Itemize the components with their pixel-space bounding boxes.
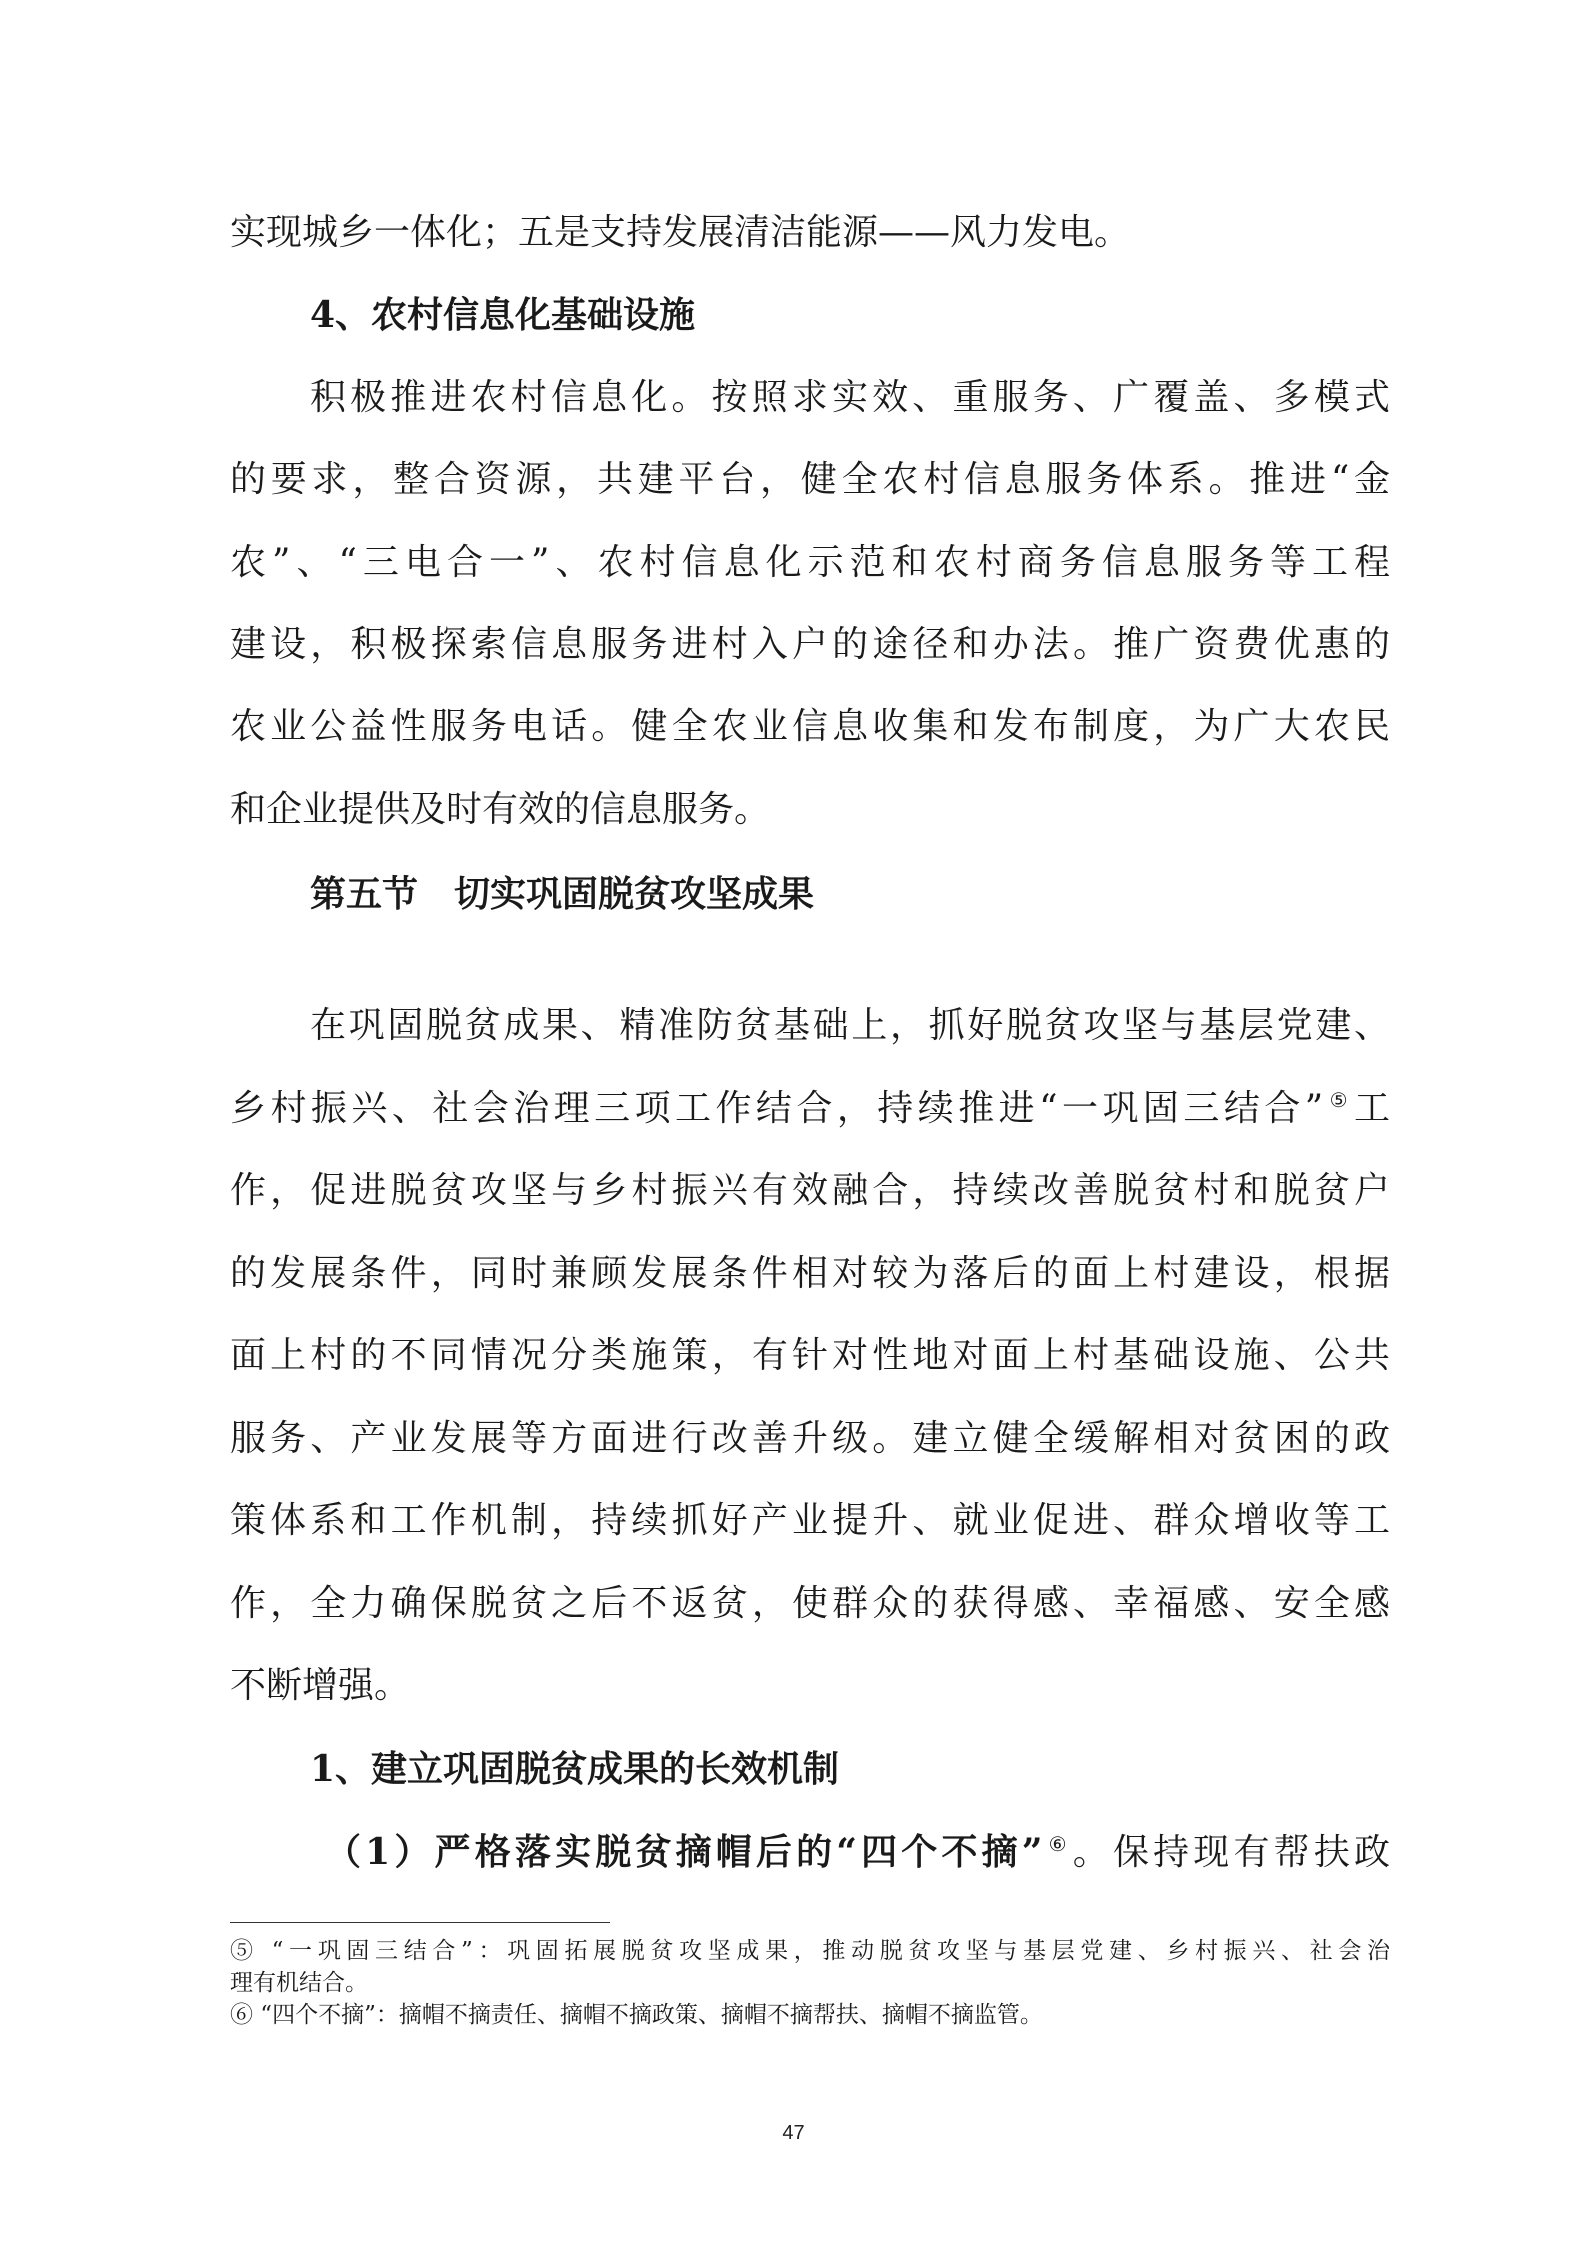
subsection-heading-1: 1、建立巩固脱贫成果的长效机制 <box>310 1749 840 1789</box>
paragraph-text: 工 <box>1353 1089 1390 1129</box>
paragraph-text: 。保持现有帮扶政 <box>1072 1832 1390 1873</box>
paragraph-line: 实现城乡一体化；五是支持发展清洁能源——风力发电。 <box>230 213 1131 253</box>
item-heading: （1）严格落实脱贫摘帽后的“四个不摘” <box>325 1832 1043 1873</box>
paragraph-line <box>230 1089 1390 1129</box>
paragraph-line: 和企业提供及时有效的信息服务。 <box>230 790 771 830</box>
footnote-6: ⑥ “四个不摘”：摘帽不摘责任、摘帽不摘政策、摘帽不摘帮扶、摘帽不摘监管。 <box>230 2002 1043 2028</box>
footnote-ref-6[interactable]: ⑥ <box>1044 1832 1071 1856</box>
paragraph-line: 农业公益性服务电话。健全农业信息收集和发布制度，为广大农民 <box>230 707 1390 747</box>
paragraph-line <box>325 1832 1390 1873</box>
paragraph-line: 的要求，整合资源，共建平台，健全农村信息服务体系。推进“金 <box>230 460 1390 500</box>
paragraph-text: 乡村振兴、社会治理三项工作结合，持续推进“一巩固三结合” <box>230 1089 1324 1129</box>
paragraph-line: 在巩固脱贫成果、精准防贫基础上，抓好脱贫攻坚与基层党建、 <box>310 1006 1390 1046</box>
paragraph-line: 作，全力确保脱贫之后不返贫，使群众的获得感、幸福感、安全感 <box>230 1584 1390 1624</box>
paragraph-line: 建设，积极探索信息服务进村入户的途径和办法。推广资费优惠的 <box>230 625 1390 665</box>
paragraph-line: 作，促进脱贫攻坚与乡村振兴有效融合，持续改善脱贫村和脱贫户 <box>230 1171 1390 1211</box>
page-number: 47 <box>782 2122 805 2144</box>
paragraph-line: 策体系和工作机制，持续抓好产业提升、就业促进、群众增收等工 <box>230 1501 1390 1541</box>
paragraph-line: 服务、产业发展等方面进行改善升级。建立健全缓解相对贫困的政 <box>230 1419 1390 1459</box>
paragraph-line: 积极推进农村信息化。按照求实效、重服务、广覆盖、多模式 <box>310 378 1390 418</box>
footnote-5-continued: 理有机结合。 <box>230 1970 368 1996</box>
footnote-ref-5[interactable]: ⑤ <box>1325 1089 1352 1112</box>
footnote-divider <box>230 1922 610 1923</box>
paragraph-line: 农”、“三电合一”、农村信息化示范和农村商务信息服务等工程 <box>230 543 1390 583</box>
subsection-heading-4: 4、农村信息化基础设施 <box>310 295 696 335</box>
footnote-5: ⑤ “一巩固三结合”：巩固拓展脱贫攻坚成果，推动脱贫攻坚与基层党建、乡村振兴、社会治 <box>230 1938 1390 1964</box>
section-heading: 第五节 切实巩固脱贫攻坚成果 <box>310 874 815 914</box>
paragraph-line: 面上村的不同情况分类施策，有针对性地对面上村基础设施、公共 <box>230 1336 1390 1376</box>
paragraph-line: 的发展条件，同时兼顾发展条件相对较为落后的面上村建设，根据 <box>230 1254 1390 1294</box>
paragraph-line: 不断增强。 <box>230 1666 411 1706</box>
